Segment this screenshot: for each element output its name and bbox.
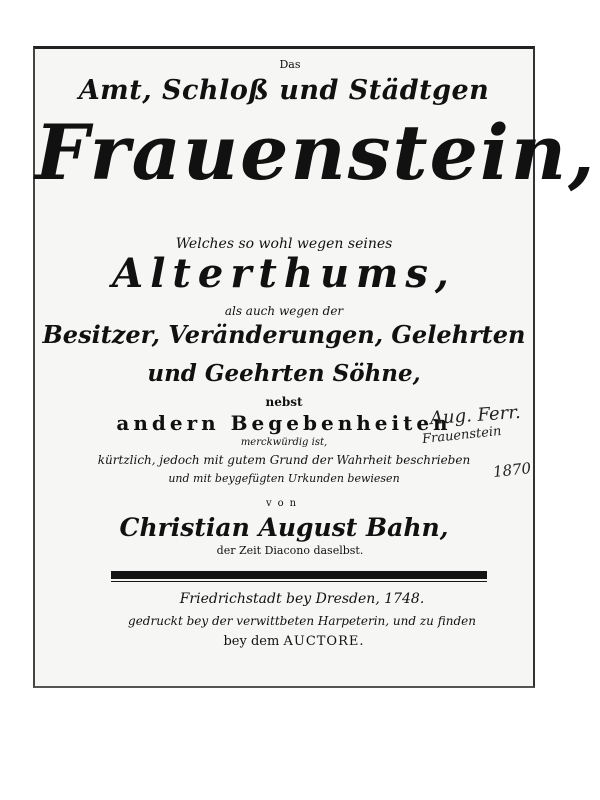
divider-rule-thick (111, 571, 487, 579)
line-als: als auch wegen der (224, 304, 344, 318)
subtitle-amt: Amt, Schloß und Städtgen (78, 75, 490, 106)
handwritten-note-signature: Aug. Ferr. (429, 401, 522, 430)
line-merckwuerdig: merckwürdig ist, (240, 437, 328, 448)
handwritten-note-year: 1870 (492, 459, 532, 481)
line-soehne: und Geehrten Söhne, (147, 360, 421, 387)
line-andern: andern Begebenheiten (116, 411, 452, 435)
author-role: der Zeit Diacono daselbst. (216, 544, 364, 557)
line-nebst: nebst (265, 395, 303, 409)
imprint-bey: bey dem (223, 634, 280, 649)
line-kuertzlich: kürtzlich, jedoch mit gutem Grund der Wahrheit beschrieben (97, 453, 471, 467)
main-title: Frauenstein, (35, 108, 597, 197)
author-name: Christian August Bahn, (119, 513, 449, 542)
line-von: von (265, 498, 303, 509)
line-welches: Welches so wohl wegen seines (175, 236, 393, 252)
imprint-printer: gedruckt bey der verwittbeten Harpeterin, und zu finden (128, 614, 476, 628)
line-alterthums: Alterthums, (112, 250, 456, 297)
imprint-place-year: Friedrichstadt bey Dresden, 1748. (179, 591, 425, 607)
imprint-auctore: AUCTORE. (283, 634, 365, 649)
line-urkunden: und mit beygefügten Urkunden bewiesen (168, 472, 400, 485)
article-das: Das (279, 58, 301, 71)
line-besitzer: Besitzer, Veränderungen, Gelehrten (42, 320, 526, 349)
title-page (33, 46, 597, 688)
handwritten-note-place: Frauenstein (421, 423, 503, 448)
divider-rule-thin (111, 581, 487, 582)
imprint-bey-line (45, 635, 543, 648)
